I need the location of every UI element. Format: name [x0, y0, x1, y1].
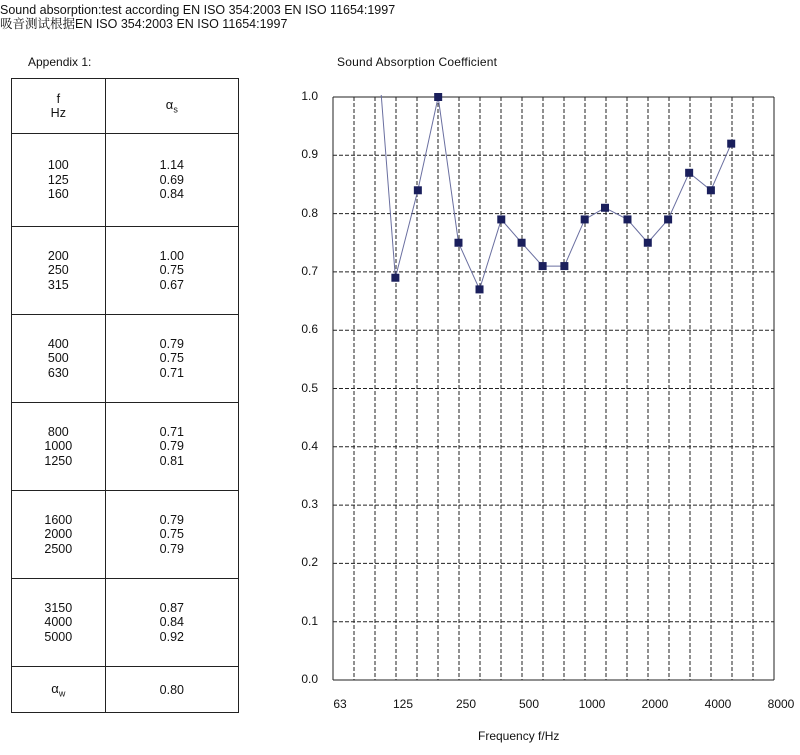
y-tick-label: 0.4: [301, 438, 318, 453]
data-point: [518, 239, 526, 247]
y-tick-label: 0.3: [301, 497, 318, 512]
freq-cell: 315: [47, 277, 69, 292]
alpha-w-symbol: α: [51, 680, 59, 696]
y-tick-label: 0.1: [301, 613, 318, 628]
value-cell: 0.71: [159, 424, 184, 439]
value-cell: 0.67: [159, 277, 184, 292]
freq-cell: 2500: [44, 541, 73, 556]
y-tick-label: 0.8: [301, 205, 318, 220]
data-point: [623, 215, 631, 223]
value-cell: 0.75: [159, 351, 184, 366]
data-point: [685, 169, 693, 177]
value-cell: 1.14: [159, 158, 184, 173]
value-cell: 0.87: [159, 600, 184, 615]
freq-cell: 125: [47, 172, 69, 187]
data-point: [391, 274, 399, 282]
alpha-s-symbol: α: [165, 97, 174, 113]
data-point: [476, 285, 484, 293]
header-line-1: Sound absorption:test according EN ISO 354:2003 EN ISO 11654:1997: [0, 3, 396, 17]
freq-cell: 800: [47, 424, 69, 439]
freq-cell: 500: [47, 351, 69, 366]
x-tick-label: 1000: [578, 697, 606, 711]
data-point: [560, 262, 568, 270]
value-cell: 0.79: [159, 439, 184, 454]
freq-cell: 630: [47, 365, 69, 380]
data-point: [581, 215, 589, 223]
appendix-label: Appendix 1:: [28, 55, 92, 69]
freq-header-symbol: f: [56, 91, 61, 106]
x-tick-label: 125: [392, 697, 414, 711]
freq-cell: 1250: [44, 453, 73, 468]
y-tick-label: 0.7: [301, 263, 318, 278]
value-cell: 0.79: [159, 541, 184, 556]
value-cell: 0.75: [159, 527, 184, 542]
alpha-w-sub: w: [58, 688, 66, 699]
freq-cell: 160: [47, 187, 69, 202]
x-tick-label: 4000: [704, 697, 732, 711]
chart-title: Sound Absorption Coefficient: [337, 55, 498, 69]
data-point: [539, 262, 547, 270]
value-cell: 0.75: [159, 263, 184, 278]
data-point: [644, 239, 652, 247]
data-point: [601, 204, 609, 212]
alpha-w-value: 0.80: [105, 667, 238, 713]
y-tick-label: 0.0: [301, 672, 318, 686]
x-tick-label: 8000: [767, 697, 795, 711]
freq-cell: 4000: [44, 615, 73, 630]
header-line-2: 吸音测试根据EN ISO 354:2003 EN ISO 11654:1997: [0, 17, 288, 31]
value-cell: 1.00: [159, 248, 184, 263]
x-tick-label: 250: [455, 697, 477, 711]
y-tick-label: 0.6: [301, 322, 318, 337]
freq-cell: 200: [47, 248, 69, 263]
chart-series: [375, 15, 735, 293]
data-point: [497, 215, 505, 223]
y-tick-label: 0.2: [301, 555, 318, 570]
value-cell: 0.92: [159, 629, 184, 644]
freq-cell: 400: [47, 336, 69, 351]
value-cell: 0.69: [159, 172, 184, 187]
x-tick-label: 500: [518, 697, 540, 711]
value-cell: 0.79: [159, 336, 184, 351]
freq-cell: 100: [47, 158, 69, 173]
freq-cell: 5000: [44, 629, 73, 644]
y-tick-label: 0.5: [301, 380, 318, 395]
x-axis-label: Frequency f/Hz: [478, 729, 560, 743]
series-line: [375, 15, 731, 289]
x-tick-label: 63: [333, 697, 347, 711]
y-tick-label: 1.0: [301, 89, 318, 103]
freq-cell: 2000: [44, 527, 73, 542]
data-point: [664, 215, 672, 223]
value-cell: 0.71: [159, 365, 184, 380]
data-point: [434, 93, 442, 101]
alpha-s-sub: s: [173, 104, 178, 115]
value-cell: 0.81: [159, 453, 184, 468]
y-tick-label: 0.9: [301, 147, 318, 162]
freq-cell: 1000: [44, 439, 73, 454]
chart-grid: [333, 97, 774, 680]
freq-header-unit: Hz: [50, 106, 66, 120]
freq-cell: 250: [47, 263, 69, 278]
value-cell: 0.79: [159, 512, 184, 527]
value-cell: 0.84: [159, 187, 184, 202]
x-tick-label: 2000: [641, 697, 669, 711]
data-point: [727, 140, 735, 148]
data-point: [707, 186, 715, 194]
freq-cell: 3150: [44, 600, 73, 615]
data-point: [454, 239, 462, 247]
value-cell: 0.84: [159, 615, 184, 630]
freq-cell: 1600: [44, 512, 73, 527]
data-point: [414, 186, 422, 194]
